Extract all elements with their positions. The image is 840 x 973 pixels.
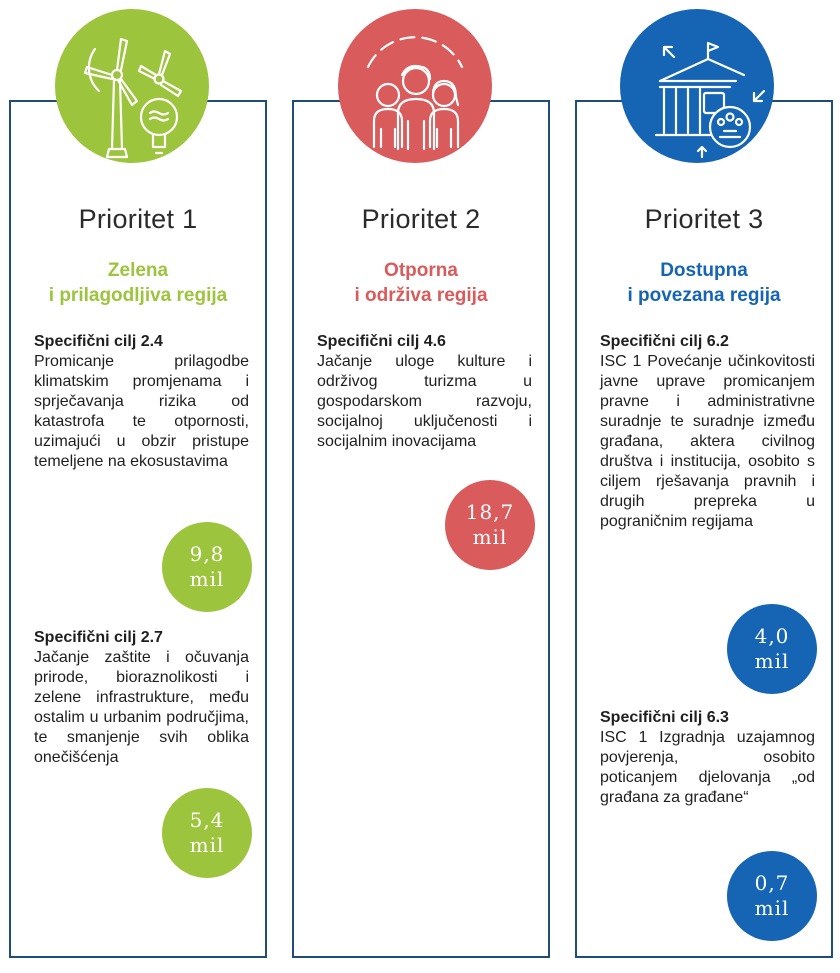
goal-title: Specifični cilj 6.3 (600, 709, 729, 726)
funding-amount-badge (727, 604, 817, 694)
specific-goal (600, 332, 815, 532)
priority-subtitle (11, 258, 265, 308)
amount-value: 9,8 (189, 542, 225, 566)
priority-card-3 (575, 100, 833, 958)
priority-subtitle-line1: Dostupna (660, 260, 748, 281)
priority-subtitle (577, 258, 831, 308)
priority-subtitle-line2: i održiva regija (354, 285, 488, 306)
goal-text: Jačanje uloge kulture i održivog turizma u gospodarskom razvoju, socijalnoj uključenosti i socijalnim inovacijama (317, 353, 532, 450)
amount-value: 4,0 (754, 624, 790, 648)
priority-card-1 (9, 100, 267, 958)
funding-amount-badge (162, 522, 252, 612)
amount-unit: mil (189, 567, 225, 591)
priority-card-2 (292, 100, 550, 958)
priority-subtitle-line1: Zelena (107, 260, 169, 281)
amount-unit: mil (754, 649, 790, 673)
amount-unit: mil (472, 525, 508, 549)
priority-subtitle-line2: i prilagodljiva regija (48, 285, 228, 306)
priority-title: Prioritet 1 (78, 204, 198, 234)
goal-text: ISC 1 Povećanje učinkovitosti javne uprave promicanjem pravne i administrativne suradnje te suradnje između građana, aktera civilnog društva i institucija, osobito s ciljem rješavanja pravnih i drugih prepreka u pograničnim regijama (600, 353, 815, 530)
amount-value: 18,7 (465, 500, 515, 524)
priority-subtitle (294, 258, 548, 308)
funding-amount-badge (727, 851, 817, 941)
wind-turbine-icon (55, 9, 209, 163)
priority-title: Prioritet 2 (361, 204, 481, 234)
funding-amount-badge (445, 480, 535, 570)
specific-goal (34, 332, 249, 472)
amount-unit: mil (189, 833, 225, 857)
priority-subtitle-line2: i povezana regija (627, 285, 781, 306)
amount-unit: mil (754, 896, 790, 920)
goal-title: Specifični cilj 4.6 (317, 333, 446, 350)
goal-text: Jačanje zaštite i očuvanja prirode, bioraznolikosti i zelene infrastrukture, među ostalim u urbanim područjima, te smanjenje svih oblika onečišćenja (34, 649, 249, 766)
goal-title: Specifični cilj 6.2 (600, 333, 729, 350)
goal-text: Promicanje prilagodbe klimatskim promjenama i sprječavanja rizika od katastrofa te otpornosti, uzimajući u obzir pristupe temeljene na ekosustavima (34, 353, 249, 470)
amount-value: 0,7 (754, 871, 790, 895)
priority-title: Prioritet 3 (644, 204, 764, 234)
amount-value: 5,4 (189, 808, 225, 832)
goal-title: Specifični cilj 2.7 (34, 629, 163, 646)
goal-title: Specifični cilj 2.4 (34, 333, 163, 350)
funding-amount-badge (162, 788, 252, 878)
specific-goal (600, 708, 815, 808)
specific-goal (34, 628, 249, 768)
goal-text: ISC 1 Izgradnja uzajamnog povjerenja, osobito poticanjem djelovanja „od građana za građane“ (600, 729, 815, 806)
priority-subtitle-line1: Otporna (384, 260, 458, 281)
public-building-icon (620, 9, 774, 163)
specific-goal (317, 332, 532, 452)
people-group-icon (338, 9, 492, 163)
